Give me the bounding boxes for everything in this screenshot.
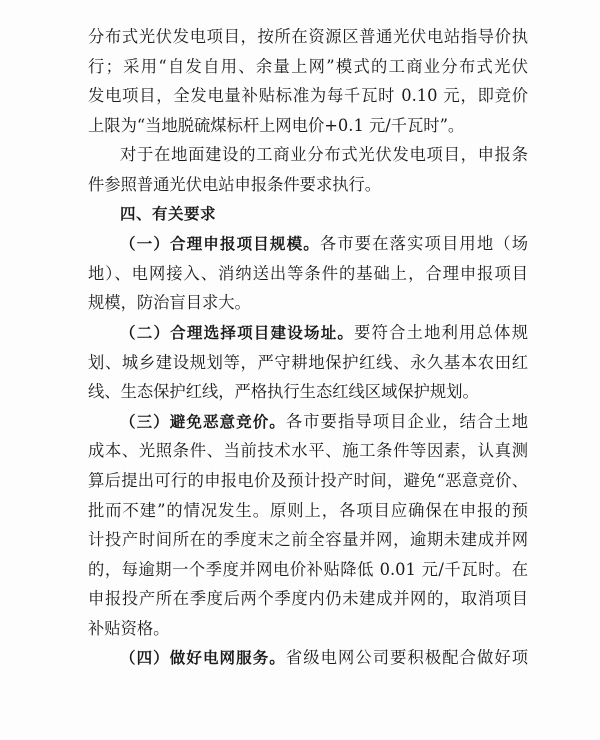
body-line: 件参照普通光伏电站申报条件要求执行。 (88, 174, 382, 194)
body-line: 成本、光照条件、当前技术水平、施工条件等因素，认真测 (88, 441, 528, 461)
item-first-line (88, 643, 528, 673)
item-text: 要符合土地利用总体规 (354, 322, 528, 342)
body-line: 算后提出可行的申报电价及预计投产时间，避免“恶意竞价、 (88, 470, 528, 490)
body-line: 申报投产所在季度后两个季度内仍未建成并网的，取消项目 (88, 589, 528, 609)
body-line: 上限为“当地脱硫煤标杆上网电价+0.1 元/千瓦时”。 (88, 115, 465, 135)
body-line: 补贴资格。 (88, 618, 170, 638)
item-title: （四）做好电网服务。 (120, 649, 286, 668)
document-body (88, 22, 528, 673)
item-text: 各市要在落实项目用地（场 (319, 234, 528, 254)
item-first-line (88, 318, 528, 348)
body-line: 对于在地面建设的工商业分布式光伏发电项目，申报条 (120, 145, 528, 165)
body-line: 划、城乡建设规划等，严守耕地保护红线、永久基本农田红 (88, 352, 528, 372)
item-text: 各市要指导项目企业，结合土地 (285, 411, 528, 431)
body-line: 批而不建”的情况发生。原则上，各项目应确保在申报的预 (88, 500, 528, 520)
body-line: 分布式光伏发电项目，按所在资源区普通光伏电站指导价执 (88, 27, 528, 46)
body-line: 行；采用“自发自用、余量上网”模式的工商业分布式光伏 (88, 56, 528, 76)
body-line: 规模，防治盲目求大。 (88, 293, 251, 313)
item-title: （一）合理申报项目规模。 (120, 235, 320, 254)
body-line: 线、生态保护红线，严格执行生态红线区域保护规划。 (88, 382, 479, 402)
section-heading: 四、有关要求 (120, 204, 217, 223)
body-line: 地）、电网接入、消纳送出等条件的基础上，合理申报项目 (88, 263, 528, 283)
body-line: 计投产时间所在的季度末之前全容量并网，逾期未建成并网 (88, 530, 528, 550)
item-text: 省级电网公司要积极配合做好项 (285, 648, 528, 668)
item-title: （三）避免恶意竞价。 (120, 412, 286, 431)
body-line: 的，每逾期一个季度并网电价补贴降低 0.01 元/千瓦时。在 (88, 559, 528, 579)
item-first-line (88, 407, 528, 437)
body-line: 发电项目，全发电量补贴标准为每千瓦时 0.10 元，即竞价 (88, 86, 528, 106)
item-first-line (88, 229, 528, 259)
item-title: （二）合理选择项目建设场址。 (120, 323, 355, 342)
